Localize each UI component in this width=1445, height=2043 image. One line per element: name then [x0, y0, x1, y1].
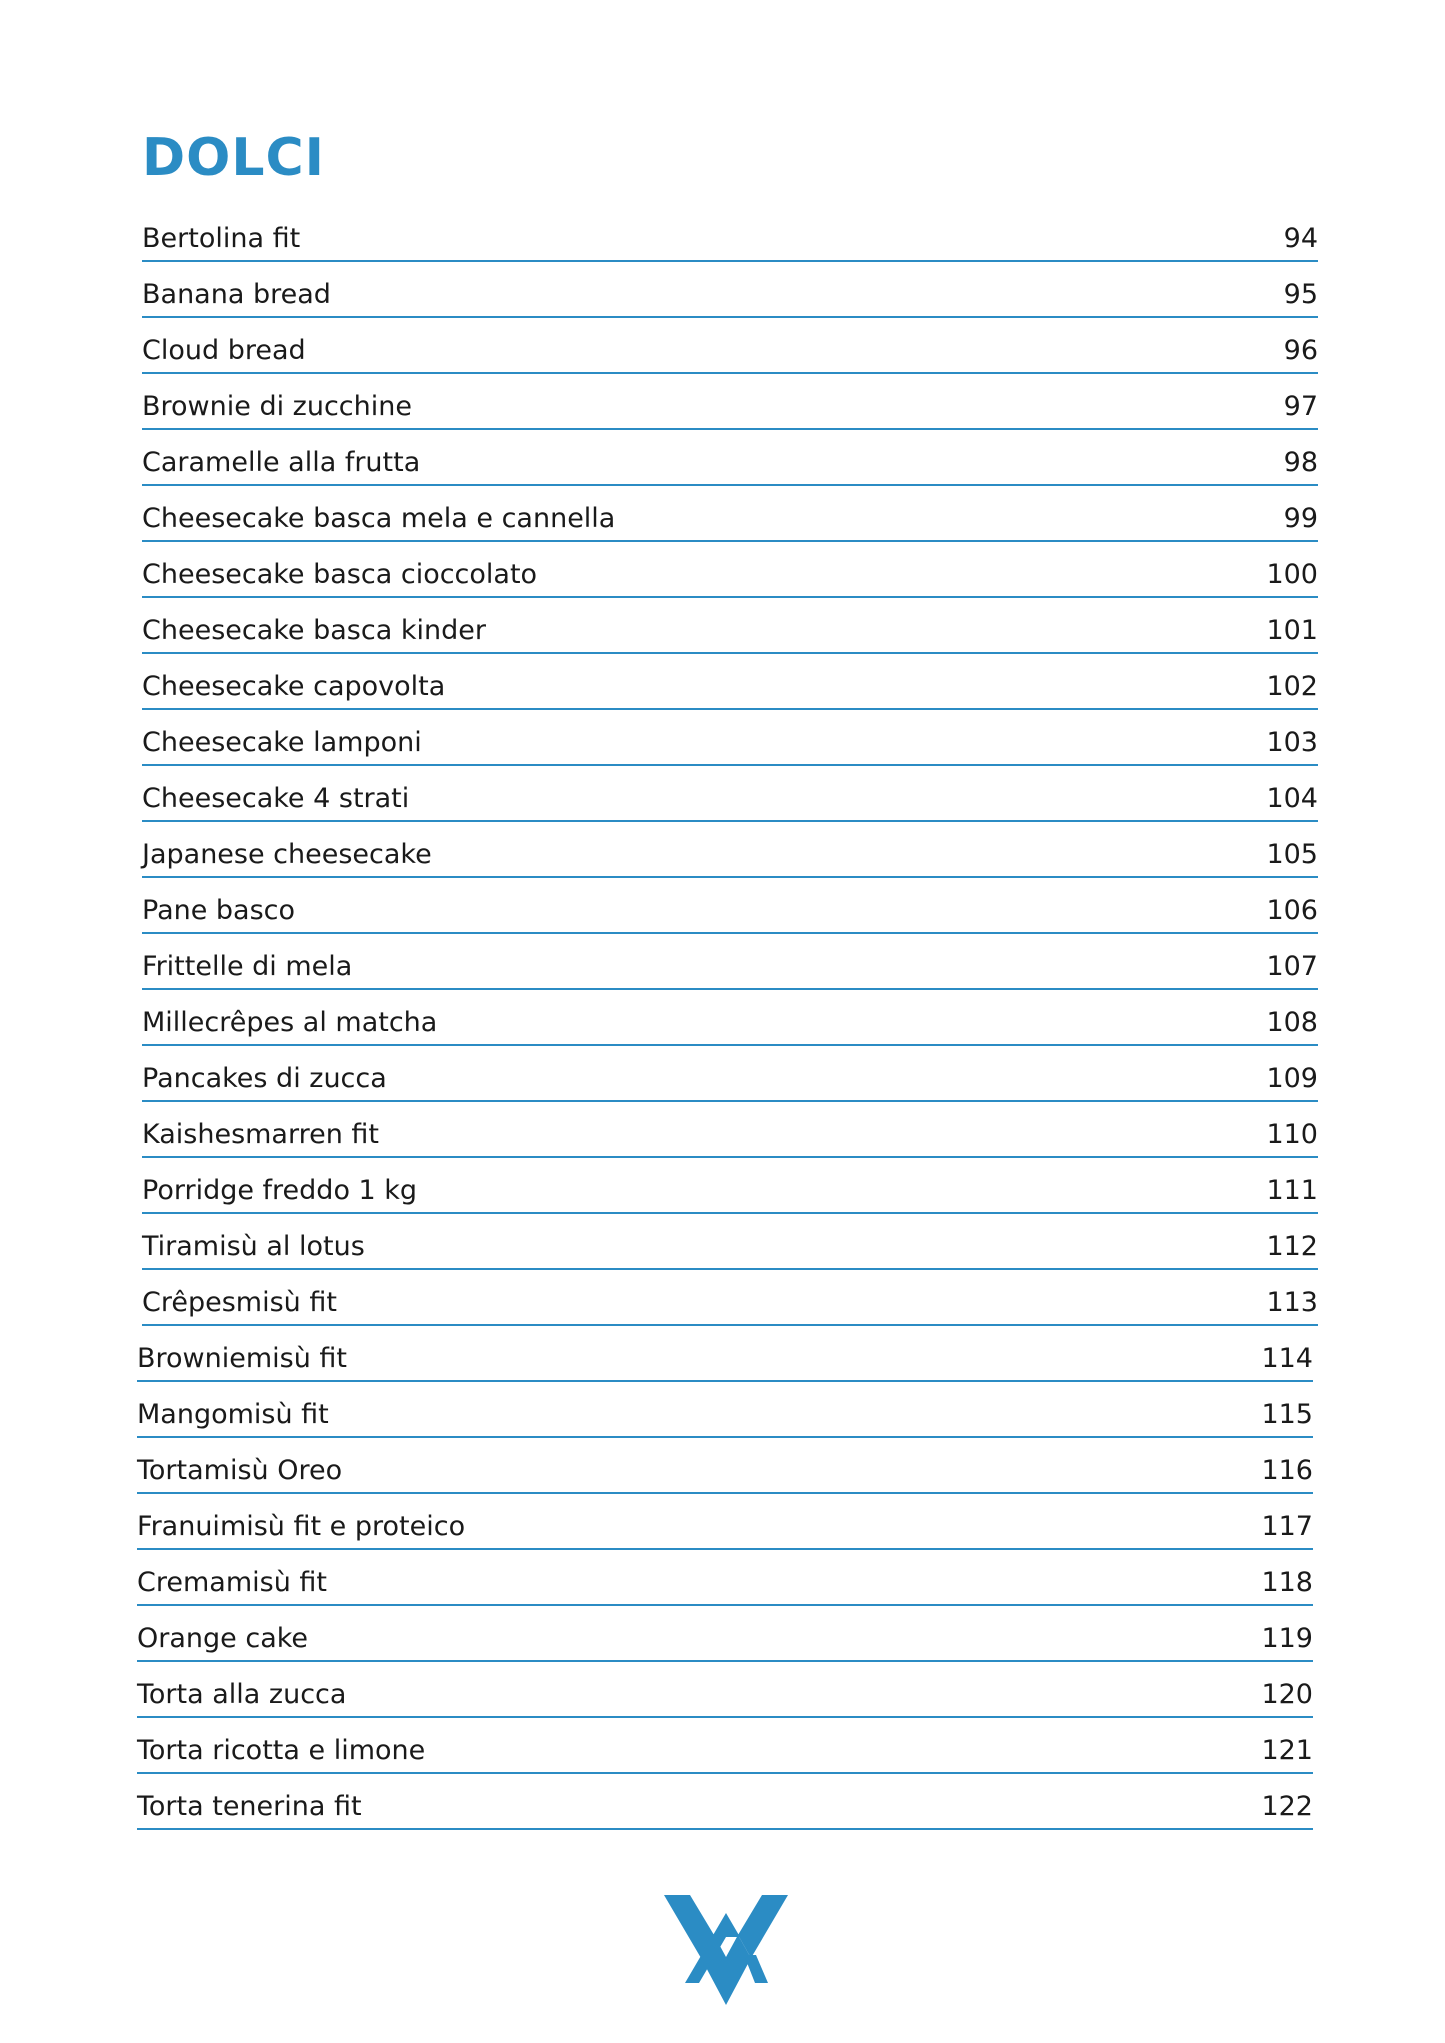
toc-entry-title: Franuimisù fit e proteico — [137, 1511, 466, 1542]
toc-entry-page: 97 — [1283, 391, 1318, 422]
toc-entry-page: 94 — [1283, 223, 1318, 254]
toc-entry[interactable] — [142, 878, 1318, 934]
toc-entry-title: Cheesecake 4 strati — [142, 783, 410, 814]
toc-entry-page: 115 — [1261, 1399, 1313, 1430]
toc-entry-title: Mangomisù fit — [137, 1399, 329, 1430]
toc-entry-page: 109 — [1266, 1063, 1318, 1094]
toc-entry-title: Millecrêpes al matcha — [142, 1007, 438, 1038]
toc-entry-title: Cremamisù fit — [137, 1567, 327, 1598]
toc-entry-page: 95 — [1283, 279, 1318, 310]
toc-entry-title: Crêpesmisù fit — [142, 1287, 337, 1318]
toc-entry-title: Cloud bread — [142, 335, 306, 366]
toc-entry-page: 112 — [1266, 1231, 1318, 1262]
toc-entry-page: 104 — [1266, 783, 1318, 814]
toc-entry[interactable] — [142, 318, 1318, 374]
toc-entry-title: Banana bread — [142, 279, 331, 310]
toc-entry-page: 106 — [1266, 895, 1318, 926]
toc-entry[interactable] — [142, 206, 1318, 262]
toc-entry[interactable] — [142, 1158, 1318, 1214]
toc-entry[interactable] — [137, 1326, 1313, 1382]
toc-entry-page: 96 — [1283, 335, 1318, 366]
toc-entry-page: 118 — [1261, 1567, 1313, 1598]
toc-entry-page: 111 — [1266, 1175, 1318, 1206]
toc-entry[interactable] — [142, 598, 1318, 654]
toc-entry-page: 103 — [1266, 727, 1318, 758]
page-title: DOLCI — [142, 128, 326, 188]
toc-entry[interactable] — [142, 374, 1318, 430]
toc-entry[interactable] — [142, 934, 1318, 990]
toc-entry[interactable] — [142, 1270, 1318, 1326]
toc-entry-page: 99 — [1283, 503, 1318, 534]
toc-entry-title: Torta ricotta e limone — [137, 1735, 426, 1766]
toc-entry-page: 100 — [1266, 559, 1318, 590]
toc-entry-title: Cheesecake lamponi — [142, 727, 422, 758]
toc-entry[interactable] — [137, 1438, 1313, 1494]
toc-entry-page: 105 — [1266, 839, 1318, 870]
toc-entry[interactable] — [137, 1550, 1313, 1606]
toc-entry-title: Browniemisù fit — [137, 1343, 348, 1374]
toc-entry[interactable] — [142, 766, 1318, 822]
toc-entry[interactable] — [142, 1102, 1318, 1158]
toc-entry-page: 113 — [1266, 1287, 1318, 1318]
toc-entry[interactable] — [142, 430, 1318, 486]
toc-entry-page: 114 — [1261, 1343, 1313, 1374]
toc-entry-page: 102 — [1266, 671, 1318, 702]
toc-entry-page: 120 — [1261, 1679, 1313, 1710]
toc-entry-title: Frittelle di mela — [142, 951, 353, 982]
toc-entry-title: Cheesecake basca mela e cannella — [142, 503, 616, 534]
toc-entry[interactable] — [137, 1662, 1313, 1718]
toc-entry[interactable] — [137, 1718, 1313, 1774]
toc-entry-page: 101 — [1266, 615, 1318, 646]
toc-entry-title: Cheesecake basca kinder — [142, 615, 486, 646]
toc-entry[interactable] — [142, 486, 1318, 542]
toc-entry[interactable] — [137, 1774, 1313, 1830]
toc-entry[interactable] — [142, 822, 1318, 878]
toc-entry-page: 116 — [1261, 1455, 1313, 1486]
toc-entry-title: Bertolina fit — [142, 223, 301, 254]
toc-entry[interactable] — [142, 542, 1318, 598]
toc-entry-page: 98 — [1283, 447, 1318, 478]
toc-entry[interactable] — [142, 710, 1318, 766]
toc-entry-title: Cheesecake capovolta — [142, 671, 446, 702]
toc-entry[interactable] — [142, 1046, 1318, 1102]
toc-entry-title: Torta tenerina fit — [137, 1791, 362, 1822]
toc-entry-title: Japanese cheesecake — [142, 839, 432, 870]
toc-entry-page: 107 — [1266, 951, 1318, 982]
toc-entry[interactable] — [137, 1382, 1313, 1438]
toc-entry-title: Kaishesmarren fit — [142, 1119, 380, 1150]
toc-entry-page: 110 — [1266, 1119, 1318, 1150]
toc-entry-page: 108 — [1266, 1007, 1318, 1038]
toc-entry-title: Torta alla zucca — [137, 1679, 347, 1710]
toc-entry[interactable] — [137, 1606, 1313, 1662]
toc-entry[interactable] — [142, 990, 1318, 1046]
brand-monogram-icon — [664, 1895, 788, 2005]
toc-entry-title: Porridge freddo 1 kg — [142, 1175, 418, 1206]
toc-entry-title: Pane basco — [142, 895, 296, 926]
toc-entry-title: Brownie di zucchine — [142, 391, 412, 422]
toc-entry[interactable] — [142, 262, 1318, 318]
toc-entry[interactable] — [142, 654, 1318, 710]
toc-entry-title: Caramelle alla frutta — [142, 447, 421, 478]
toc-entry-title: Orange cake — [137, 1623, 309, 1654]
toc-entry[interactable] — [137, 1494, 1313, 1550]
toc-entry-page: 122 — [1261, 1791, 1313, 1822]
toc-entry-title: Tiramisù al lotus — [142, 1231, 365, 1262]
toc-entry-title: Pancakes di zucca — [142, 1063, 387, 1094]
toc-entry-page: 119 — [1261, 1623, 1313, 1654]
toc-entry-page: 121 — [1261, 1735, 1313, 1766]
toc-entry-title: Cheesecake basca cioccolato — [142, 559, 538, 590]
toc-entry-title: Tortamisù Oreo — [137, 1455, 343, 1486]
toc-entry-page: 117 — [1261, 1511, 1313, 1542]
toc-entry[interactable] — [142, 1214, 1318, 1270]
